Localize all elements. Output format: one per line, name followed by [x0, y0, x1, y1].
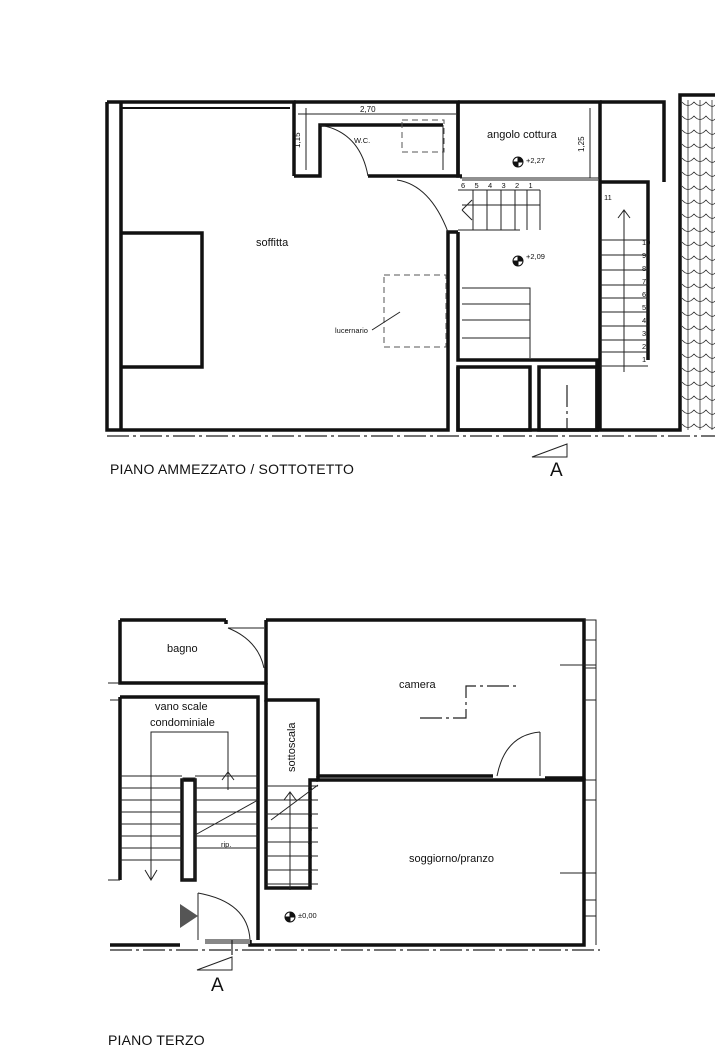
stairwell-label-1: vano scale — [155, 701, 208, 713]
right-windows — [560, 620, 596, 945]
bedroom-label: camera — [399, 679, 436, 691]
stair-b-step-number: 2 — [642, 342, 647, 351]
stairwell-walls — [120, 697, 258, 940]
skylight-outline — [384, 275, 446, 347]
stair-step-number: 3 — [308, 852, 313, 861]
wc-width-label: 2,70 — [360, 105, 376, 114]
wc-label: W.C. — [354, 136, 371, 145]
upper-floor-plan — [107, 95, 715, 481]
stair-step-number: 5 — [308, 824, 313, 834]
roof-tiles — [682, 100, 715, 430]
landing-level-label: +2,09 — [526, 252, 545, 261]
stair-step-number: 1 — [308, 879, 313, 889]
condo-stair-flight — [120, 732, 258, 880]
stair-step-number: 6 — [308, 810, 313, 820]
stair-b-step-numbers — [604, 193, 650, 364]
lower-floor-plan — [108, 620, 600, 1048]
kitchen-level-label: +2,27 — [526, 156, 545, 165]
stair-b-step-number: 8 — [642, 264, 647, 273]
stair-b-step-number: 1 — [642, 355, 647, 364]
living-label: soggiorno/pranzo — [409, 853, 495, 865]
hall-steps-lower — [462, 288, 530, 358]
bathroom-label: bagno — [167, 643, 198, 655]
kitchen-depth-label: 1,25 — [577, 136, 586, 152]
upper-section-arrow — [532, 444, 567, 457]
understairs-label: sottoscala — [286, 722, 298, 772]
entrance-arrow-icon — [180, 904, 198, 928]
entrance-door-swing — [198, 893, 250, 940]
lower-floor-title: PIANO TERZO — [108, 1032, 205, 1048]
storage-left — [458, 367, 530, 430]
level-marker-entrance — [285, 912, 295, 922]
stair-step-number: 7 — [308, 796, 313, 806]
lower-section-mark: A — [211, 975, 224, 996]
stair-step-number: 4 — [308, 838, 313, 848]
stair-b-step-number: 5 — [642, 303, 647, 312]
door-threshold — [205, 939, 250, 944]
stair-b — [600, 95, 715, 430]
kitchen-counter — [460, 178, 600, 180]
stairwell-core — [183, 778, 195, 880]
kitchen-label: angolo cottura — [487, 129, 557, 141]
bedroom-walls — [266, 620, 584, 778]
lower-section-arrow — [197, 957, 232, 970]
bedroom-door-swing — [497, 732, 540, 776]
stair-a-step-numbers — [461, 181, 533, 190]
bathroom-door-swing — [228, 628, 264, 668]
skylight-leader — [372, 312, 400, 330]
attic-label: soffitta — [256, 237, 289, 249]
stair-step-number: 8 — [308, 783, 313, 792]
stair-b-step-number: 10 — [642, 238, 651, 247]
stair-a-step-number: 3 — [501, 181, 506, 190]
level-marker-landing — [513, 256, 523, 266]
upper-floor-title: PIANO AMMEZZATO / SOTTOTETTO — [110, 461, 355, 477]
wc-depth-label: 1,15 — [293, 132, 302, 148]
stair-b-step-number: 9 — [642, 251, 647, 260]
stair-break-line — [195, 800, 258, 835]
skylight-label: lucernario — [335, 326, 368, 335]
stair-a — [458, 190, 540, 230]
stair-b-step-number: 3 — [642, 329, 647, 338]
upper-section-mark: A — [550, 460, 563, 481]
stair-a-step-number: 6 — [461, 181, 466, 190]
stair-a-step-number: 1 — [528, 181, 533, 190]
stairwell-label-2: condominiale — [150, 717, 215, 729]
landing-label: rip. — [221, 840, 232, 849]
left-wall-ticks — [108, 683, 120, 880]
stair-b-step-number: 6 — [642, 290, 647, 299]
stair-step-number: 2 — [308, 865, 313, 875]
wc-door-swing — [320, 125, 371, 176]
level-marker-kitchen — [513, 157, 523, 167]
stair-b-step-number: 4 — [642, 316, 647, 325]
stair-a-step-number: 2 — [515, 181, 520, 190]
stair-a-step-number: 5 — [474, 181, 479, 190]
attic-walls — [107, 102, 458, 430]
stair-b-step-number: 7 — [642, 277, 647, 286]
stair-b-step-number: 11 — [604, 193, 612, 202]
storage-right — [539, 367, 597, 430]
stair-a-step-number: 4 — [488, 181, 493, 190]
attic-door-swing — [397, 180, 448, 232]
wc-walls — [294, 102, 458, 176]
entrance-level-label: ±0,00 — [298, 911, 317, 920]
